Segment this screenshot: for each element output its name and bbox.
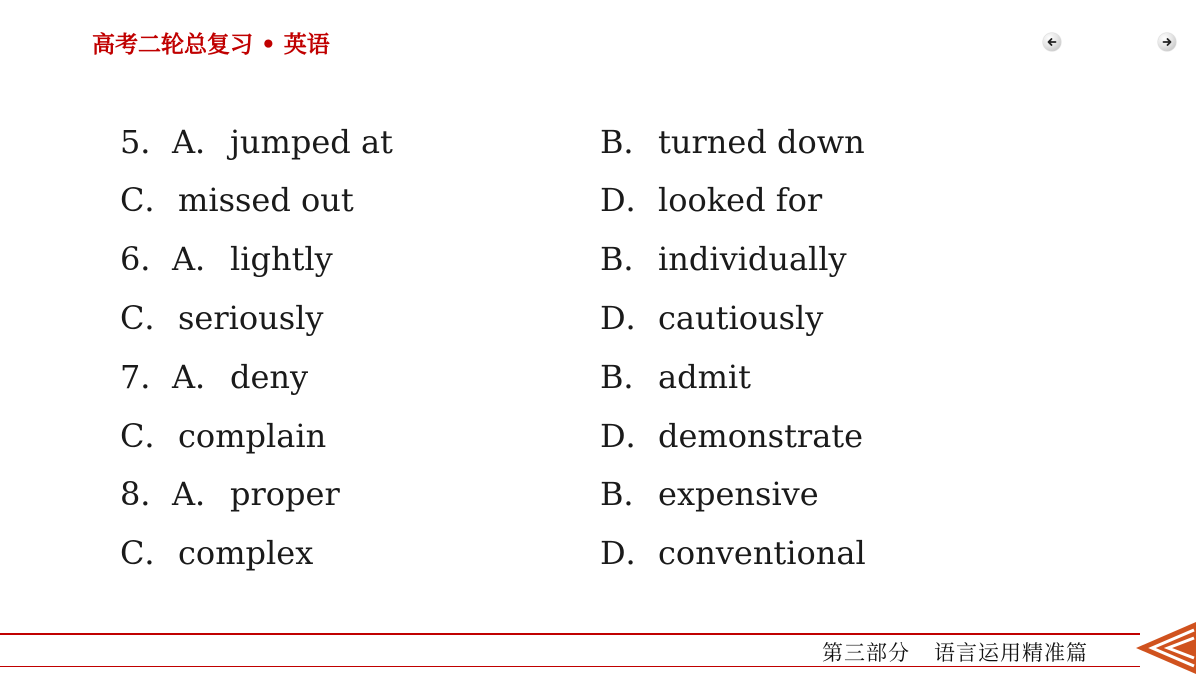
option-letter: A． bbox=[172, 358, 228, 396]
option-5c bbox=[120, 182, 354, 218]
option-text: expensive bbox=[658, 475, 819, 513]
option-letter: A． bbox=[172, 240, 228, 278]
footer-divider-top bbox=[0, 633, 1140, 635]
option-text: complain bbox=[178, 417, 327, 455]
option-text: demonstrate bbox=[658, 417, 864, 455]
option-6c bbox=[120, 300, 324, 336]
option-7b bbox=[600, 359, 751, 395]
option-text: lightly bbox=[230, 240, 333, 278]
option-letter: A． bbox=[172, 123, 228, 161]
return-chevron-icon[interactable] bbox=[1136, 622, 1200, 678]
option-5b bbox=[600, 124, 865, 160]
option-letter: C． bbox=[120, 534, 177, 572]
option-text: proper bbox=[230, 475, 340, 513]
option-letter: B． bbox=[600, 123, 656, 161]
footer-section: 语言运用精准篇 bbox=[934, 641, 1088, 665]
question-number: 6． bbox=[120, 240, 173, 278]
forward-arrow-icon[interactable] bbox=[1158, 33, 1176, 51]
option-text: jumped at bbox=[230, 123, 393, 161]
option-7d bbox=[600, 418, 863, 454]
option-text: individually bbox=[658, 240, 847, 278]
option-7a bbox=[120, 359, 308, 395]
footer-part: 第三部分 bbox=[822, 641, 910, 665]
option-text: missed out bbox=[178, 181, 354, 219]
option-6a bbox=[120, 241, 333, 277]
option-letter: B． bbox=[600, 240, 656, 278]
option-letter: D． bbox=[600, 181, 658, 219]
option-letter: D． bbox=[600, 534, 658, 572]
footer-section-label bbox=[822, 637, 1088, 667]
option-text: complex bbox=[178, 534, 314, 572]
option-letter: C． bbox=[120, 181, 177, 219]
option-text: cautiously bbox=[658, 299, 824, 337]
back-arrow-icon[interactable] bbox=[1043, 33, 1061, 51]
option-letter: A． bbox=[172, 475, 228, 513]
question-number: 5． bbox=[120, 123, 173, 161]
question-number: 8． bbox=[120, 475, 173, 513]
option-text: admit bbox=[658, 358, 751, 396]
page-header-title: 高考二轮总复习 • 英语 bbox=[92, 32, 330, 58]
option-letter: D． bbox=[600, 299, 658, 337]
option-letter: C． bbox=[120, 299, 177, 337]
option-letter: D． bbox=[600, 417, 658, 455]
option-text: looked for bbox=[658, 181, 823, 219]
option-letter: B． bbox=[600, 358, 656, 396]
option-text: conventional bbox=[658, 534, 866, 572]
question-number: 7． bbox=[120, 358, 173, 396]
option-letter: C． bbox=[120, 417, 177, 455]
option-6b bbox=[600, 241, 847, 277]
option-8a bbox=[120, 476, 340, 512]
option-8b bbox=[600, 476, 819, 512]
option-8d bbox=[600, 535, 866, 571]
option-letter: B． bbox=[600, 475, 656, 513]
option-text: turned down bbox=[658, 123, 865, 161]
option-text: deny bbox=[230, 358, 309, 396]
option-6d bbox=[600, 300, 823, 336]
option-5a bbox=[120, 124, 393, 160]
option-text: seriously bbox=[178, 299, 324, 337]
option-8c bbox=[120, 535, 313, 571]
option-7c bbox=[120, 418, 326, 454]
option-5d bbox=[600, 182, 822, 218]
